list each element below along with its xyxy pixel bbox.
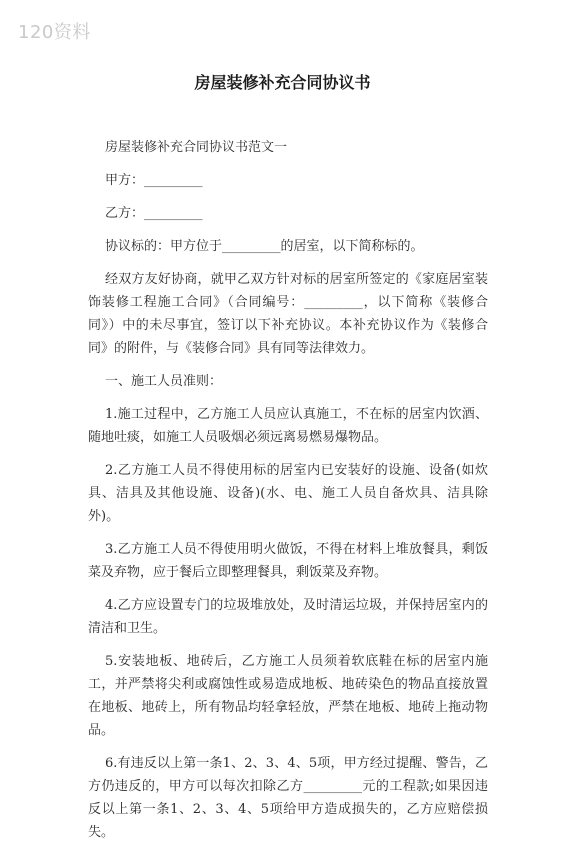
clause-paragraph: 5.安装地板、地砖后，乙方施工人员须着软底鞋在标的居室内施工，并严禁将尖利或腐蚀性或易造成地板、地砖染色的物品直接放置在地板、地砖上，所有物品均轻拿轻放，严禁在地板、地砖上拖动物品。 (88, 654, 488, 738)
preamble-paragraph: 经双方友好协商，就甲乙双方针对标的居室所签定的《家庭居室装饰装修工程施工合同》（合同编号：_________，以下简称《装修合同》）中的未尽事宜，签订以下补充协议。本补充协议作为《装修合同》的附件，与《装修合同》具有同等法律效力。 (88, 272, 488, 356)
subtitle-paragraph: 房屋装修补充合同协议书范文一 (105, 140, 288, 155)
party-a-line: 甲方：_________ (105, 173, 203, 188)
page-title: 房屋装修补充合同协议书 (194, 73, 371, 92)
clause-paragraph: 1.施工过程中，乙方施工人员应认真施工，不在标的居室内饮酒、随地吐痰，如施工人员吸烟必须远离易燃易爆物品。 (88, 407, 488, 445)
clause-paragraph: 3.乙方施工人员不得使用明火做饭，不得在材料上堆放餐具，剩饭菜及弃物，应于餐后立即整理餐具，剩饭菜及弃物。 (88, 542, 488, 580)
party-b-line: 乙方：_________ (105, 206, 203, 221)
subject-paragraph: 协议标的：甲方位于_________的居室，以下简称标的。 (105, 239, 424, 254)
clause-paragraph: 6.有违反以上第一条1、2、3、4、5项，甲方经过提醒、警告，乙方仍违反的，甲方可以每次扣除乙方_________元的工程款;如果因违反以上第一条1、2、3、4、5项给甲方造成损失的，乙方应赔偿损失。 (88, 756, 488, 840)
section-heading: 一、施工人员准则： (105, 374, 223, 389)
clause-paragraph: 2.乙方施工人员不得使用标的居室内已安装好的设施、设备(如炊具、洁具及其他设施、设备)(水、电、施工人员自备炊具、洁具除外)。 (88, 463, 488, 524)
document-body (88, 136, 488, 844)
watermark: 120资料 (18, 22, 91, 43)
clause-paragraph: 4.乙方应设置专门的垃圾堆放处，及时清运垃圾，并保持居室内的清洁和卫生。 (88, 598, 488, 636)
